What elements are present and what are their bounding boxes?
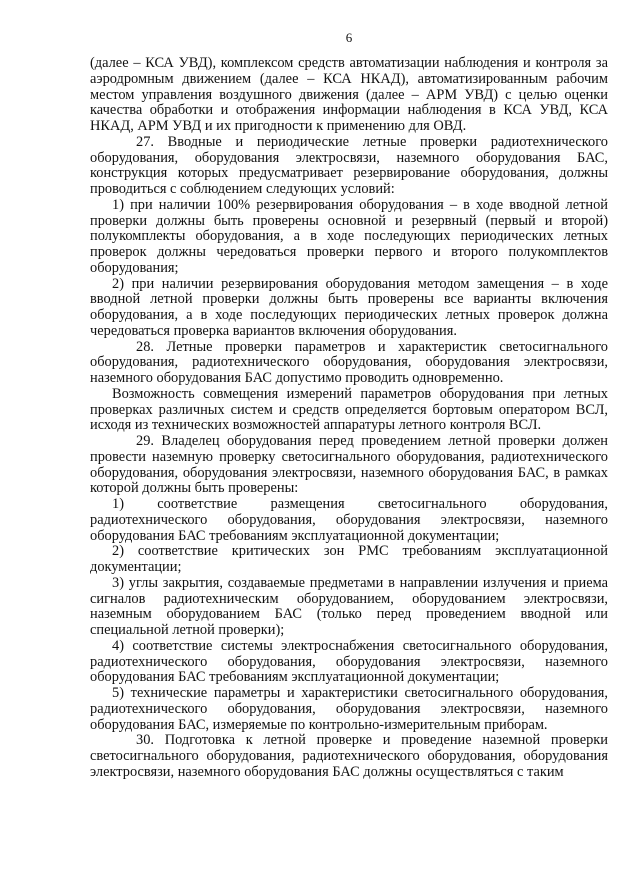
paragraph-29-item-3: 3) углы закрытия, создаваемые предметами в направлении излучения и приема сигналов радиотехническим оборудованием, оборудованием электросвязи, наземным оборудованием БАС (только перед проведением вводной или специальной летной проверки); xyxy=(90,574,608,638)
paragraph-29: 29. Владелец оборудования перед проведением летной проверки должен провести наземную проверку светосигнального оборудования, радиотехнического оборудования, оборудования электросвязи, наземного оборудования БАС, в рамках которой должны быть проверены: xyxy=(90,433,608,497)
document-body xyxy=(90,56,608,781)
paragraph-29-item-4: 4) соответствие системы электроснабжения светосигнального оборудования, радиотехнического оборудования, оборудования электросвязи, наземного оборудования БАС требованиям эксплуатационной документации; xyxy=(90,637,608,686)
page-number: 6 xyxy=(345,30,353,45)
paragraph-29-item-1: 1) соответствие размещения светосигнального оборудования, радиотехнического оборудования, оборудования электросвязи, наземного оборудования БАС требованиям эксплуатационной документации; xyxy=(90,496,608,544)
paragraph-29-item-5: 5) технические параметры и характеристики светосигнального оборудования, радиотехнического оборудования, оборудования электросвязи, наземного оборудования БАС, измеряемые по контрольно-измерительным приборам. xyxy=(90,685,608,733)
paragraph-30: 30. Подготовка к летной проверке и проведение наземной проверки светосигнального оборудования, радиотехнического оборудования, оборудования электросвязи, наземного оборудования БАС должны осуществляться с таким xyxy=(90,732,608,780)
paragraph-27-item-2: 2) при наличии резервирования оборудования методом замещения – в ходе вводной летной проверки должны быть проверены все варианты включения оборудования, а в ходе последующих периодических летных проверок должна чередоваться проверка вариантов включения оборудования. xyxy=(90,275,608,339)
paragraph-28: 28. Летные проверки параметров и характеристик светосигнального оборудования, радиотехнического оборудования, оборудования электросвязи, наземного оборудования БАС допустимо проводить одновременно. xyxy=(90,338,608,386)
paragraph-29-item-2: 2) соответствие критических зон РМС требованиям эксплуатационной документации; xyxy=(90,543,608,575)
paragraph-28-note: Возможность совмещения измерений параметров оборудования при летных проверках различных систем и средств определяется бортовым оператором ВСЛ, исходя из технических возможностей аппаратуры летного контроля ВСЛ. xyxy=(90,385,608,434)
paragraph-27: 27. Вводные и периодические летные проверки радиотехнического оборудования, оборудования электросвязи, наземного оборудования БАС, конструкция которых предусматривает резервирование оборудования, должны проводиться с соблюдением следующих условий: xyxy=(90,133,608,197)
paragraph-27-item-1: 1) при наличии 100% резервирования оборудования – в ходе вводной летной проверки должны быть проверены основной и резервный (первый и второй) полукомплекты оборудования, а в ходе последующих периодических летных проверок должны чередоваться проверки первого и второго полукомплектов оборудования; xyxy=(90,196,608,276)
paragraph-continuation: (далее – КСА УВД), комплексом средств автоматизации наблюдения и контроля за аэродромным движением (далее – КСА НКАД), автоматизированным рабочим местом управления воздушного движения (далее – АРМ УВД) с целью оценки качества обработки и отображения информации наблюдения в КСА УВД, КСА НКАД, АРМ УВД и их пригодности к применению для ОВД. xyxy=(90,55,608,134)
